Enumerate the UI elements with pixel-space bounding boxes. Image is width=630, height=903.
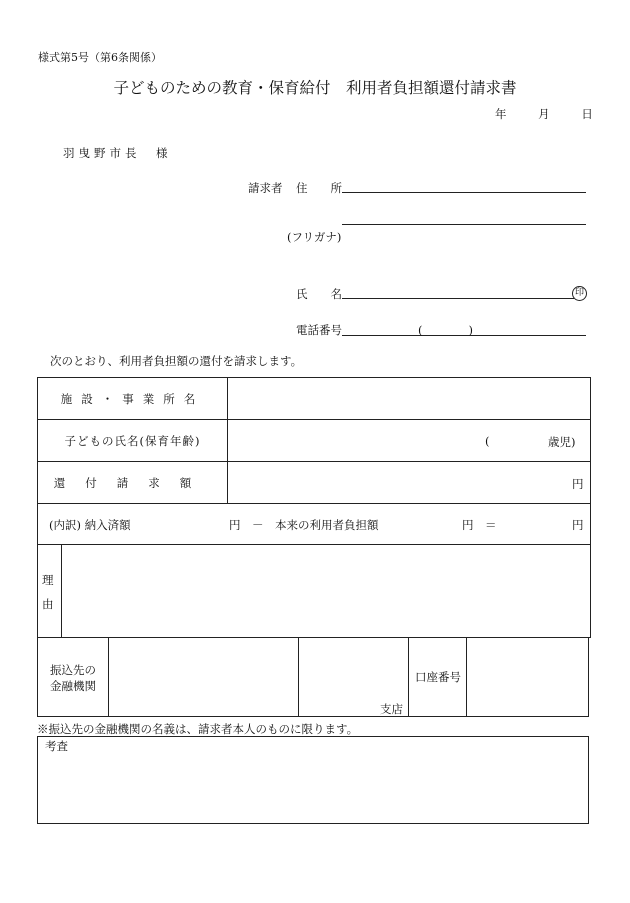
date-line [495, 106, 593, 122]
child-label: 子どもの氏名(保育年齢) [64, 433, 201, 448]
reason-label-2: 由 [42, 597, 54, 611]
breakdown-equals: 円 ＝ [462, 518, 497, 532]
form-number: 様式第5号（第6条関係） [38, 51, 162, 64]
address-field-line-1[interactable] [342, 192, 586, 193]
reason-label-cell [38, 545, 62, 637]
facility-label: 施設・事業所名 [60, 391, 205, 406]
bank-divider-4 [466, 637, 467, 716]
review-box [37, 736, 589, 824]
bank-note: ※振込先の金融機関の名義は、請求者本人のものに限ります。 [37, 722, 359, 736]
amount-label: 還付請求額 [53, 475, 212, 490]
lead-text: 次のとおり、利用者負担額の還付を請求します。 [50, 354, 303, 368]
name-label: 氏 名 [296, 287, 342, 301]
name-field-line[interactable] [342, 298, 574, 299]
bank-divider-1 [108, 637, 109, 716]
furigana-label: (フリガナ) [287, 230, 342, 244]
reason-row [38, 545, 590, 637]
child-label-cell [38, 420, 228, 461]
reason-label-1: 理 [42, 573, 54, 587]
amount-label-cell [38, 462, 228, 503]
phone-paren: ( ) [418, 323, 473, 337]
bank-section [37, 637, 589, 717]
account-label: 口座番号 [415, 670, 461, 684]
bank-label-1: 振込先の [50, 663, 96, 677]
requester-label: 請求者 [248, 181, 283, 195]
breakdown-minus: 円 － 本来の利用者負担額 [229, 518, 379, 532]
seal-icon: 印 [572, 286, 587, 301]
child-age-open: ( [485, 434, 490, 448]
date-year: 年 [495, 107, 507, 121]
date-month: 月 [538, 107, 550, 121]
page-title: 子どものための教育・保育給付 利用者負担額還付請求書 [113, 79, 517, 97]
bank-divider-2 [298, 637, 299, 716]
breakdown-yen: 円 [572, 518, 584, 532]
breakdown-row [38, 504, 590, 545]
breakdown-label: (内訳) 納入済額 [49, 518, 131, 532]
address-field-line-2[interactable] [342, 224, 586, 225]
address-label: 住 所 [296, 181, 342, 195]
bank-divider-3 [408, 637, 409, 716]
claim-table [37, 377, 591, 638]
child-row [38, 420, 590, 462]
date-day: 日 [581, 107, 593, 121]
addressee: 羽曳野市長 様 [63, 146, 172, 160]
facility-label-cell [38, 378, 228, 419]
amount-row [38, 462, 590, 504]
bank-label-2: 金融機関 [50, 679, 96, 693]
facility-row [38, 378, 590, 420]
review-label: 考査 [45, 739, 68, 753]
phone-label: 電話番号 [296, 323, 342, 337]
child-age-suffix: 歳児) [548, 435, 576, 449]
amount-yen: 円 [572, 477, 584, 491]
branch-label: 支店 [380, 702, 403, 716]
